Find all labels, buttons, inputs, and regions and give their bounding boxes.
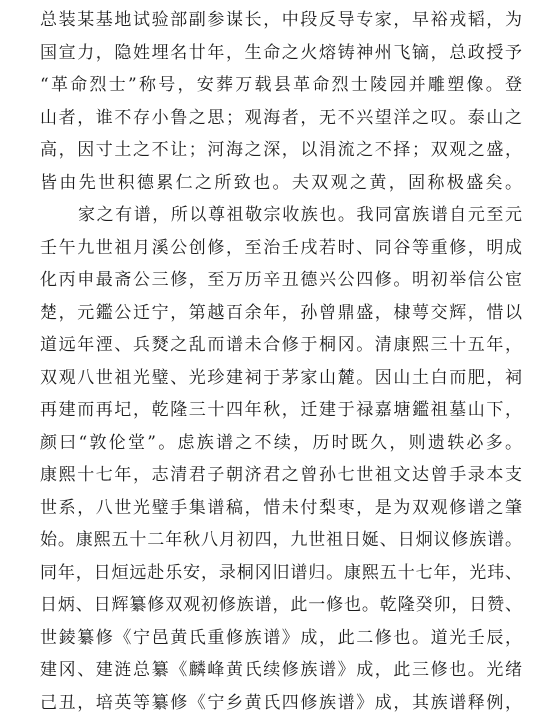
text-line: 世錂纂修《宁邑黄氏重修族谱》成，此二修也。道光壬辰，: [40, 622, 522, 655]
paragraph-1: [40, 4, 522, 199]
document-body: [40, 4, 522, 719]
text-line: 再建而再圮，乾隆三十四年秋，迁建于禄嘉塘鑑祖墓山下，: [40, 394, 522, 427]
text-line: 道远年湮、兵燹之乱而谱未合修于桐冈。清康熙三十五年，: [40, 329, 522, 362]
text-line: 颜曰“敦伦堂”。虑族谱之不续，历时既久，则遗轶必多。: [40, 427, 522, 460]
text-line: 国宣力，隐姓埋名廿年，生命之火熔铸神州飞镝，总政授予: [40, 37, 522, 70]
text-line: 双观八世祖光璧、光珍建祠于茅家山麓。因山土白而肥，祠: [40, 362, 522, 395]
paragraph-2: [40, 199, 522, 719]
text-line: 高，因寸土之不让；河海之深，以涓流之不择；双观之盛，: [40, 134, 522, 167]
text-line: 世系，八世光璧手集谱稿，惜未付梨枣，是为双观修谱之肇: [40, 492, 522, 525]
text-line: 楚，元鑑公迁宁，第越百余年，孙曾鼎盛，棣萼交辉，惜以: [40, 297, 522, 330]
text-line: 康熙十七年，志清君子朝济君之曾孙七世祖文达曾手录本支: [40, 459, 522, 492]
text-line: 山者，谁不存小鲁之思；观海者，无不兴望洋之叹。泰山之: [40, 102, 522, 135]
text-line: 家之有谱，所以尊祖敬宗收族也。我同富族谱自元至元: [40, 199, 522, 232]
text-line: 同年，日烜远赴乐安，录桐冈旧谱归。康熙五十七年，光玮、: [40, 557, 522, 590]
text-line: “革命烈士”称号，安葬万载县革命烈士陵园并雕塑像。登: [40, 69, 522, 102]
text-line: 化丙申最斋公三修，至万历辛丑德兴公四修。明初举信公宦: [40, 264, 522, 297]
text-line: 建冈、建涟总纂《麟峰黄氏续修族谱》成，此三修也。光绪: [40, 654, 522, 687]
text-line: 始。康熙五十二年秋八月初四，九世祖日娫、日炯议修族谱。: [40, 524, 522, 557]
text-line: 日炳、日辉纂修双观初修族谱，此一修也。乾隆癸卯，日赞、: [40, 589, 522, 622]
text-line: 己丑，培英等纂修《宁乡黄氏四修族谱》成，其族谱释例，: [40, 687, 522, 719]
text-line: 皆由先世积德累仁之所致也。夫双观之黄，固称极盛矣。: [40, 167, 522, 200]
text-line: 壬午九世祖月溪公创修，至治壬戌若时、同谷等重修，明成: [40, 232, 522, 265]
text-line: 总装某基地试验部副参谋长，中段反导专家，早裕戎韬，为: [40, 4, 522, 37]
